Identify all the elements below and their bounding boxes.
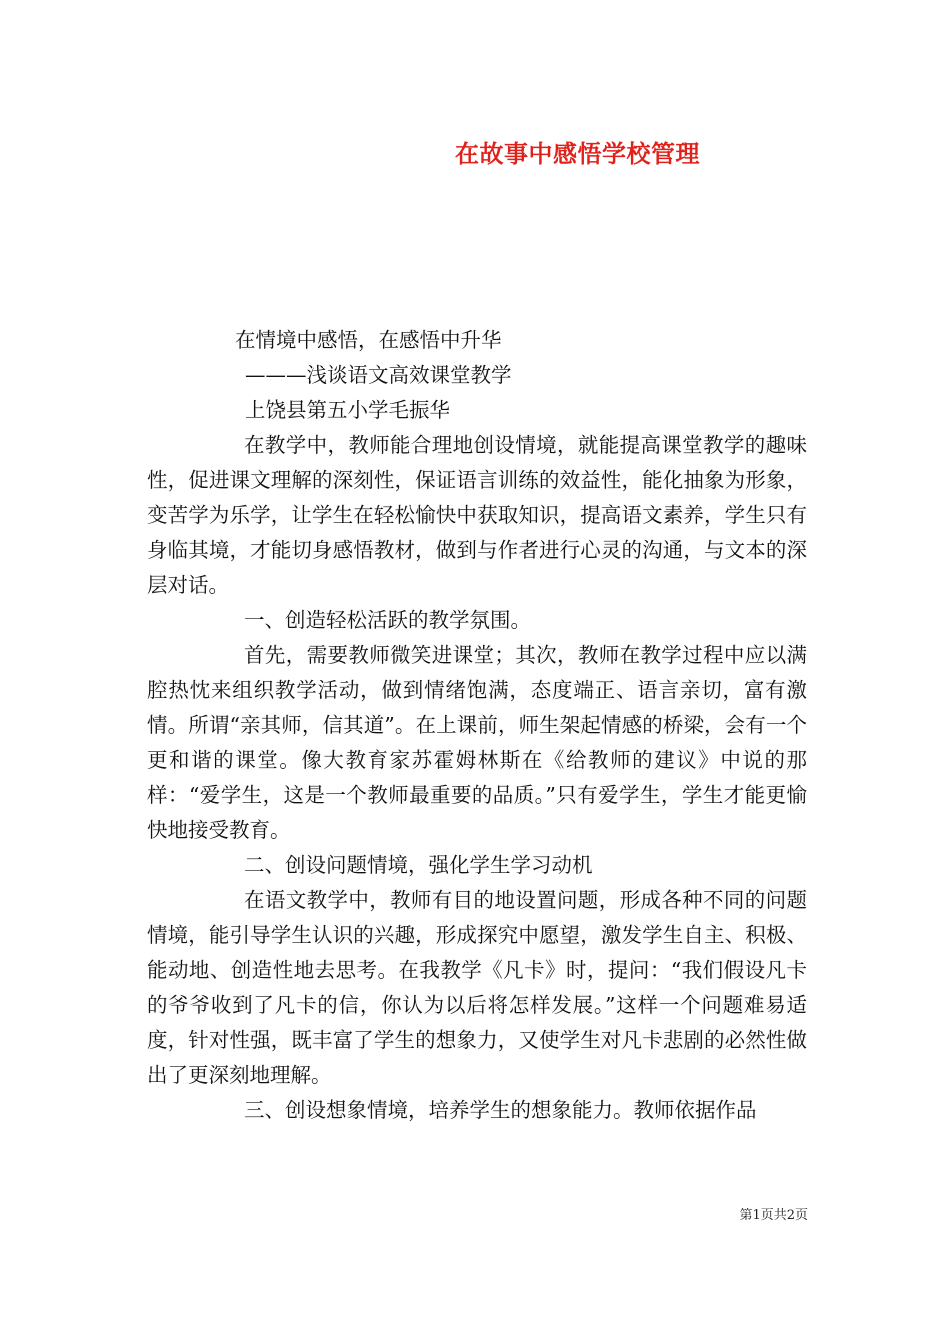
page-number: 第1页共2页: [739, 1208, 808, 1223]
paragraph: 三、创设想象情境，培养学生的想象能力。教师依据作品: [244, 1098, 757, 1122]
section-heading: 二、创设问题情境，强化学生学习动机: [244, 853, 593, 877]
paragraph: 首先，需要教师微笑进课堂；其次，教师在教学过程中应以满腔热忱来组织教学活动，做到情绪饱满，态度端正、语言亲切，富有激情。所谓“亲其师，信其道”。在上课前，师生架起情感的桥梁，会有一个更和谐的课堂。像大教育家苏霍姆林斯在《给教师的建议》中说的那样：“爱学生，这是一个教师最重要的品质。”只有爱学生，学生才能更愉快地接受教育。: [147, 643, 807, 842]
document-title: 在故事中感悟学校管理: [455, 139, 700, 168]
paragraph: 在教学中，教师能合理地创设情境，就能提高课堂教学的趣味性，促进课文理解的深刻性，保证语言训练的效益性，能化抽象为形象，变苦学为乐学，让学生在轻松愉快中获取知识，提高语文素养，学生只有身临其境，才能切身感悟教材，做到与作者进行心灵的沟通，与文本的深层对话。: [147, 433, 807, 597]
subtitle-line: 在情境中感悟，在感悟中升华: [235, 328, 502, 352]
paragraph: 在语文教学中，教师有目的地设置问题，形成各种不同的问题情境，能引导学生认识的兴趣，形成探究中愿望，激发学生自主、积极、能动地、创造性地去思考。在我教学《凡卡》时，提问：“我们假设凡卡的爷爷收到了凡卡的信，你认为以后将怎样发展。”这样一个问题难易适度，针对性强，既丰富了学生的想象力，又使学生对凡卡悲剧的必然性做出了更深刻地理解。: [147, 888, 807, 1087]
author-line: 上饶县第五小学毛振华: [245, 398, 450, 422]
subtitle-line: ———浅谈语文高效课堂教学: [245, 363, 512, 387]
section-heading: 一、创造轻松活跃的教学氛围。: [244, 608, 531, 632]
document-body: [147, 323, 807, 1128]
